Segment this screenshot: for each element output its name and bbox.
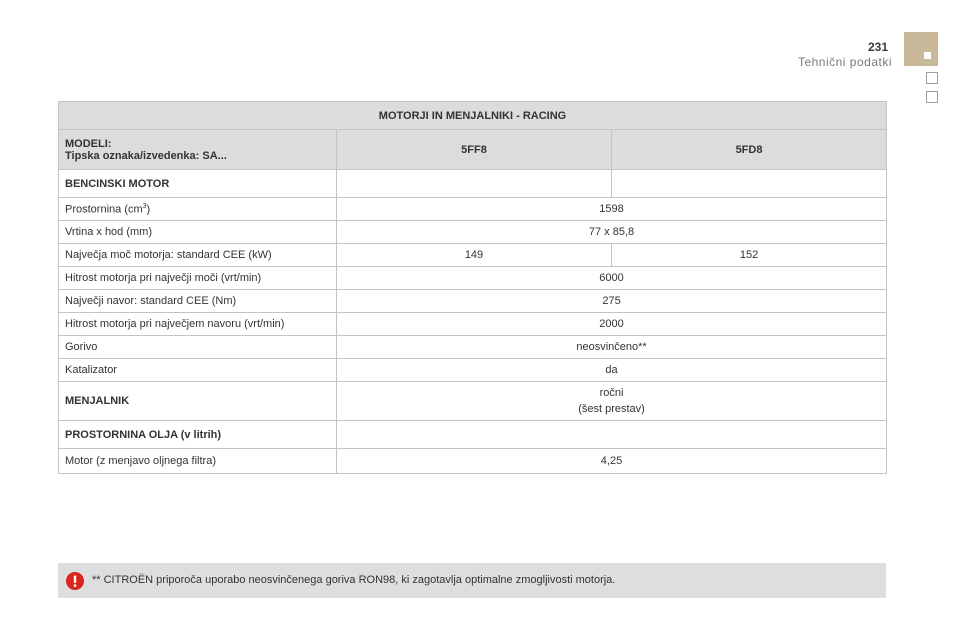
section-tab-active[interactable] [904,32,938,66]
table-row [59,313,887,336]
table-row [59,267,887,290]
table-row [59,221,887,244]
gearbox-gears: (šest prestav) [578,403,645,415]
warning-icon [66,572,84,590]
row-label-end: ) [146,203,151,216]
oil-section-heading: PROSTORNINA OLJA (v litrih) [59,421,337,449]
row-value: neosvinčeno** [337,336,887,359]
model-a: 5FF8 [337,130,612,170]
table-row [59,244,887,267]
section-tab[interactable] [926,72,938,84]
model-b: 5FD8 [612,130,887,170]
engine-section-heading: BENCINSKI MOTOR [59,170,337,198]
footnote-text: ** CITROËN priporoča uporabo neosvinčenega goriva RON98, ki zagotavlja optimalne zmogljivosti motorja. [92,574,616,586]
table-row [59,336,887,359]
table-row [59,449,887,474]
row-value: 1598 [337,198,887,221]
row-label: Hitrost motorja pri največji moči (vrt/min) [59,267,337,290]
page-number: 231 [867,40,888,54]
type-label: Tipska oznaka/izvedenka: SA... [65,149,227,162]
row-label: Motor (z menjavo oljnega filtra) [59,449,337,474]
gearbox-type: ročni [599,387,624,399]
row-label: Največji navor: standard CEE (Nm) [59,290,337,313]
specs-table [58,101,887,474]
section-tab[interactable] [926,91,938,103]
row-value: 6000 [337,267,887,290]
row-label: Katalizator [59,359,337,382]
row-label-sup: 3 [142,202,147,210]
row-label: Največja moč motorja: standard CEE (kW) [59,244,337,267]
models-label: MODELI: [65,137,112,150]
row-value: 77 x 85,8 [337,221,887,244]
row-label: Gorivo [59,336,337,359]
row-value: 2000 [337,313,887,336]
tab-marker-icon [924,52,931,59]
table-row [59,198,887,221]
table-row [59,382,887,421]
row-label: Prostornina (cm [65,203,143,216]
section-title: Tehnični podatki [797,55,892,69]
table-row [59,359,887,382]
row-value-b: 152 [612,244,887,267]
footnote-box [58,563,886,598]
row-label: Vrtina x hod (mm) [59,221,337,244]
models-header [59,130,337,170]
row-value: da [337,359,887,382]
gearbox-value [337,382,887,421]
row-value-a: 149 [337,244,612,267]
row-label: Hitrost motorja pri največjem navoru (vrt/min) [59,313,337,336]
row-value: 4,25 [337,449,887,474]
row-value: 275 [337,290,887,313]
table-row [59,290,887,313]
table-title: MOTORJI IN MENJALNIKI - RACING [59,102,887,130]
gearbox-heading: MENJALNIK [59,382,337,421]
